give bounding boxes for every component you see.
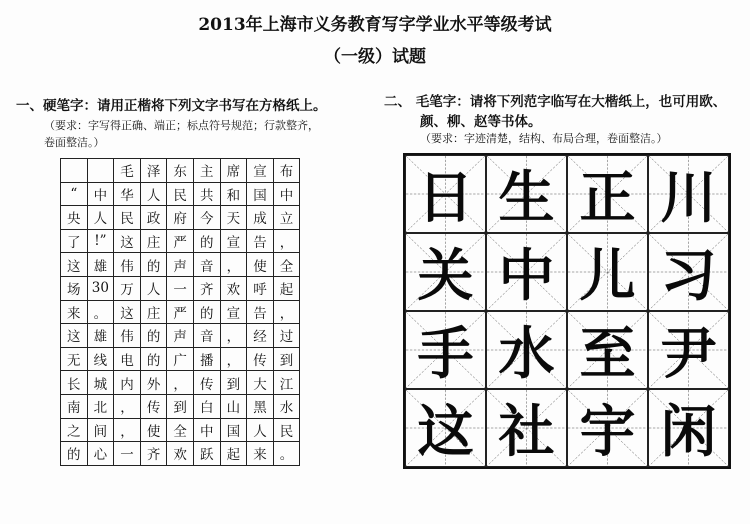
grid-cell: 音 bbox=[193, 324, 220, 348]
grid-cell: 来 bbox=[247, 442, 274, 466]
grid-row bbox=[61, 276, 300, 300]
grid-cell: 民 bbox=[167, 182, 194, 206]
grid-cell: 电 bbox=[114, 347, 141, 371]
grid-cell: 到 bbox=[220, 371, 247, 395]
grid-cell: 成 bbox=[247, 206, 274, 230]
grid-cell: 万 bbox=[114, 276, 141, 300]
grid-cell: 人 bbox=[140, 276, 167, 300]
grid-cell: 音 bbox=[193, 253, 220, 277]
grid-cell: 立 bbox=[273, 206, 300, 230]
grid-cell: 人 bbox=[87, 206, 114, 230]
grid-cell: 欢 bbox=[220, 276, 247, 300]
brush-character: 川 bbox=[660, 166, 717, 231]
grid-cell: 雄 bbox=[87, 324, 114, 348]
grid-cell: 到 bbox=[167, 394, 194, 418]
grid-cell: 的 bbox=[140, 253, 167, 277]
grid-cell: 声 bbox=[167, 253, 194, 277]
brush-character: 至 bbox=[579, 322, 636, 387]
grid-cell: 。 bbox=[273, 442, 300, 466]
grid-cell: ， bbox=[114, 394, 141, 418]
hard-pen-grid bbox=[60, 158, 300, 466]
grid-row bbox=[61, 394, 300, 418]
grid-cell: 央 bbox=[61, 206, 88, 230]
brush-character: 水 bbox=[498, 322, 555, 387]
grid-cell: 全 bbox=[167, 418, 194, 442]
brush-character: 儿 bbox=[579, 244, 636, 309]
grid-cell: 的 bbox=[61, 442, 88, 466]
brush-cell bbox=[648, 155, 729, 233]
grid-cell: 呼 bbox=[247, 276, 274, 300]
grid-cell: 主 bbox=[193, 159, 220, 183]
grid-cell: 布 bbox=[273, 159, 300, 183]
brush-character: 生 bbox=[498, 166, 555, 231]
grid-row bbox=[61, 229, 300, 253]
grid-cell: 北 bbox=[87, 394, 114, 418]
brush-cell bbox=[486, 389, 567, 467]
grid-cell: 使 bbox=[140, 418, 167, 442]
grid-cell: 宣 bbox=[247, 159, 274, 183]
grid-cell: 大 bbox=[247, 371, 274, 395]
grid-row bbox=[61, 159, 300, 183]
grid-cell: ， bbox=[220, 347, 247, 371]
grid-cell: 共 bbox=[193, 182, 220, 206]
grid-cell: 的 bbox=[140, 347, 167, 371]
grid-cell: 之 bbox=[61, 418, 88, 442]
grid-row bbox=[61, 206, 300, 230]
brush-character: 中 bbox=[498, 244, 555, 309]
grid-cell: 庄 bbox=[140, 300, 167, 324]
grid-cell: 间 bbox=[87, 418, 114, 442]
grid-cell: 国 bbox=[220, 418, 247, 442]
brush-cell bbox=[405, 155, 486, 233]
grid-cell: 使 bbox=[247, 253, 274, 277]
grid-cell: 无 bbox=[61, 347, 88, 371]
grid-cell: 今 bbox=[193, 206, 220, 230]
grid-cell: 一 bbox=[114, 442, 141, 466]
grid-row bbox=[61, 253, 300, 277]
grid-cell: 齐 bbox=[140, 442, 167, 466]
brush-character: 习 bbox=[660, 244, 717, 309]
brush-cell bbox=[648, 233, 729, 311]
grid-cell: 城 bbox=[87, 371, 114, 395]
grid-cell: 庄 bbox=[140, 229, 167, 253]
brush-cell bbox=[486, 155, 567, 233]
grid-cell: 人 bbox=[247, 418, 274, 442]
grid-cell: 黑 bbox=[247, 394, 274, 418]
section2-requirement: （要求：字迹清楚，结构、布局合理，卷面整洁。） bbox=[420, 132, 668, 145]
brush-character: 关 bbox=[417, 244, 474, 309]
grid-cell: ， bbox=[167, 371, 194, 395]
grid-cell: 伟 bbox=[114, 324, 141, 348]
grid-cell: 欢 bbox=[167, 442, 194, 466]
grid-cell: 声 bbox=[167, 324, 194, 348]
grid-row bbox=[61, 418, 300, 442]
brush-cell bbox=[486, 311, 567, 389]
grid-cell: 起 bbox=[273, 276, 300, 300]
grid-cell: 山 bbox=[220, 394, 247, 418]
grid-row bbox=[61, 371, 300, 395]
grid-cell: 席 bbox=[220, 159, 247, 183]
exam-title: 2013年上海市义务教育写字学业水平等级考试 bbox=[198, 15, 552, 35]
brush-character: 宇 bbox=[579, 400, 636, 465]
grid-cell: 一 bbox=[167, 276, 194, 300]
section2-heading-line2: 颜、柳、赵等书体。 bbox=[420, 114, 542, 130]
brush-cell bbox=[567, 233, 648, 311]
brush-cell bbox=[486, 233, 567, 311]
grid-cell: 严 bbox=[167, 300, 194, 324]
grid-cell: 告 bbox=[247, 229, 274, 253]
grid-cell: 水 bbox=[273, 394, 300, 418]
grid-cell: ， bbox=[114, 418, 141, 442]
grid-cell: 这 bbox=[61, 324, 88, 348]
grid-row bbox=[61, 300, 300, 324]
grid-cell: 告 bbox=[247, 300, 274, 324]
grid-cell bbox=[87, 159, 114, 183]
grid-cell: 到 bbox=[273, 347, 300, 371]
brush-character: 日 bbox=[417, 166, 474, 231]
grid-cell: ， bbox=[273, 229, 300, 253]
grid-cell: 毛 bbox=[114, 159, 141, 183]
grid-row bbox=[61, 324, 300, 348]
grid-cell: 府 bbox=[167, 206, 194, 230]
grid-cell: ， bbox=[220, 253, 247, 277]
grid-cell: 播 bbox=[193, 347, 220, 371]
grid-cell: 中 bbox=[193, 418, 220, 442]
grid-cell: 全 bbox=[273, 253, 300, 277]
grid-row bbox=[61, 442, 300, 466]
grid-cell: 线 bbox=[87, 347, 114, 371]
grid-cell: 30 bbox=[87, 276, 114, 300]
grid-cell: 来 bbox=[61, 300, 88, 324]
grid-cell: 心 bbox=[87, 442, 114, 466]
grid-cell: 外 bbox=[140, 371, 167, 395]
grid-cell: 这 bbox=[114, 229, 141, 253]
grid-cell: 人 bbox=[140, 182, 167, 206]
brush-character: 尹 bbox=[660, 322, 717, 387]
grid-cell: 跃 bbox=[193, 442, 220, 466]
brush-cell bbox=[567, 389, 648, 467]
brush-character: 闲 bbox=[660, 400, 717, 465]
grid-cell: 泽 bbox=[140, 159, 167, 183]
brush-cell bbox=[567, 311, 648, 389]
grid-cell: “ bbox=[61, 182, 88, 206]
grid-cell: 南 bbox=[61, 394, 88, 418]
grid-cell: 东 bbox=[167, 159, 194, 183]
grid-cell: 经 bbox=[247, 324, 274, 348]
grid-cell: 中 bbox=[273, 182, 300, 206]
grid-cell: 民 bbox=[273, 418, 300, 442]
grid-cell: 场 bbox=[61, 276, 88, 300]
brush-character: 这 bbox=[417, 400, 474, 465]
grid-cell: 传 bbox=[247, 347, 274, 371]
grid-cell: 的 bbox=[193, 300, 220, 324]
grid-cell: 国 bbox=[247, 182, 274, 206]
grid-cell: 宣 bbox=[220, 229, 247, 253]
grid-cell: 这 bbox=[61, 253, 88, 277]
brush-cell bbox=[567, 155, 648, 233]
grid-cell: 齐 bbox=[193, 276, 220, 300]
grid-row bbox=[61, 347, 300, 371]
section2-heading-line1: 二、 毛笔字：请将下列范字临写在大楷纸上，也可用欧、 bbox=[384, 94, 727, 110]
section1-requirement-line2: 卷面整洁。） bbox=[44, 136, 105, 149]
grid-cell: 政 bbox=[140, 206, 167, 230]
grid-cell: 白 bbox=[193, 394, 220, 418]
grid-cell: !” bbox=[87, 229, 114, 253]
brush-cell bbox=[405, 233, 486, 311]
grid-cell: 严 bbox=[167, 229, 194, 253]
grid-cell: 华 bbox=[114, 182, 141, 206]
grid-cell: 传 bbox=[193, 371, 220, 395]
grid-cell: 江 bbox=[273, 371, 300, 395]
section1-heading: 一、硬笔字：请用正楷将下列文字书写在方格纸上。 bbox=[16, 98, 327, 114]
brush-character: 正 bbox=[579, 166, 636, 231]
grid-row bbox=[61, 182, 300, 206]
grid-cell: 伟 bbox=[114, 253, 141, 277]
grid-cell: 传 bbox=[140, 394, 167, 418]
grid-cell: ， bbox=[273, 300, 300, 324]
grid-cell: ， bbox=[220, 324, 247, 348]
brush-cell bbox=[648, 389, 729, 467]
grid-cell: 了 bbox=[61, 229, 88, 253]
grid-cell: 起 bbox=[220, 442, 247, 466]
grid-cell: 民 bbox=[114, 206, 141, 230]
grid-cell: 内 bbox=[114, 371, 141, 395]
brush-practice-grid bbox=[403, 153, 731, 469]
grid-cell: 的 bbox=[140, 324, 167, 348]
grid-cell: 的 bbox=[193, 229, 220, 253]
grid-cell: 中 bbox=[87, 182, 114, 206]
grid-cell: 和 bbox=[220, 182, 247, 206]
section1-requirement-line1: （要求：字写得正确、端正；标点符号规范；行款整齐， bbox=[44, 119, 319, 132]
brush-cell bbox=[405, 311, 486, 389]
exam-subtitle: （一级）试题 bbox=[324, 47, 426, 67]
grid-cell: 这 bbox=[114, 300, 141, 324]
grid-cell: 广 bbox=[167, 347, 194, 371]
grid-cell: 天 bbox=[220, 206, 247, 230]
brush-character: 社 bbox=[498, 400, 555, 465]
grid-cell: 宣 bbox=[220, 300, 247, 324]
grid-cell bbox=[61, 159, 88, 183]
grid-cell: 长 bbox=[61, 371, 88, 395]
brush-cell bbox=[405, 389, 486, 467]
brush-cell bbox=[648, 311, 729, 389]
grid-cell: 。 bbox=[87, 300, 114, 324]
grid-cell: 雄 bbox=[87, 253, 114, 277]
grid-cell: 过 bbox=[273, 324, 300, 348]
brush-character: 手 bbox=[417, 322, 474, 387]
